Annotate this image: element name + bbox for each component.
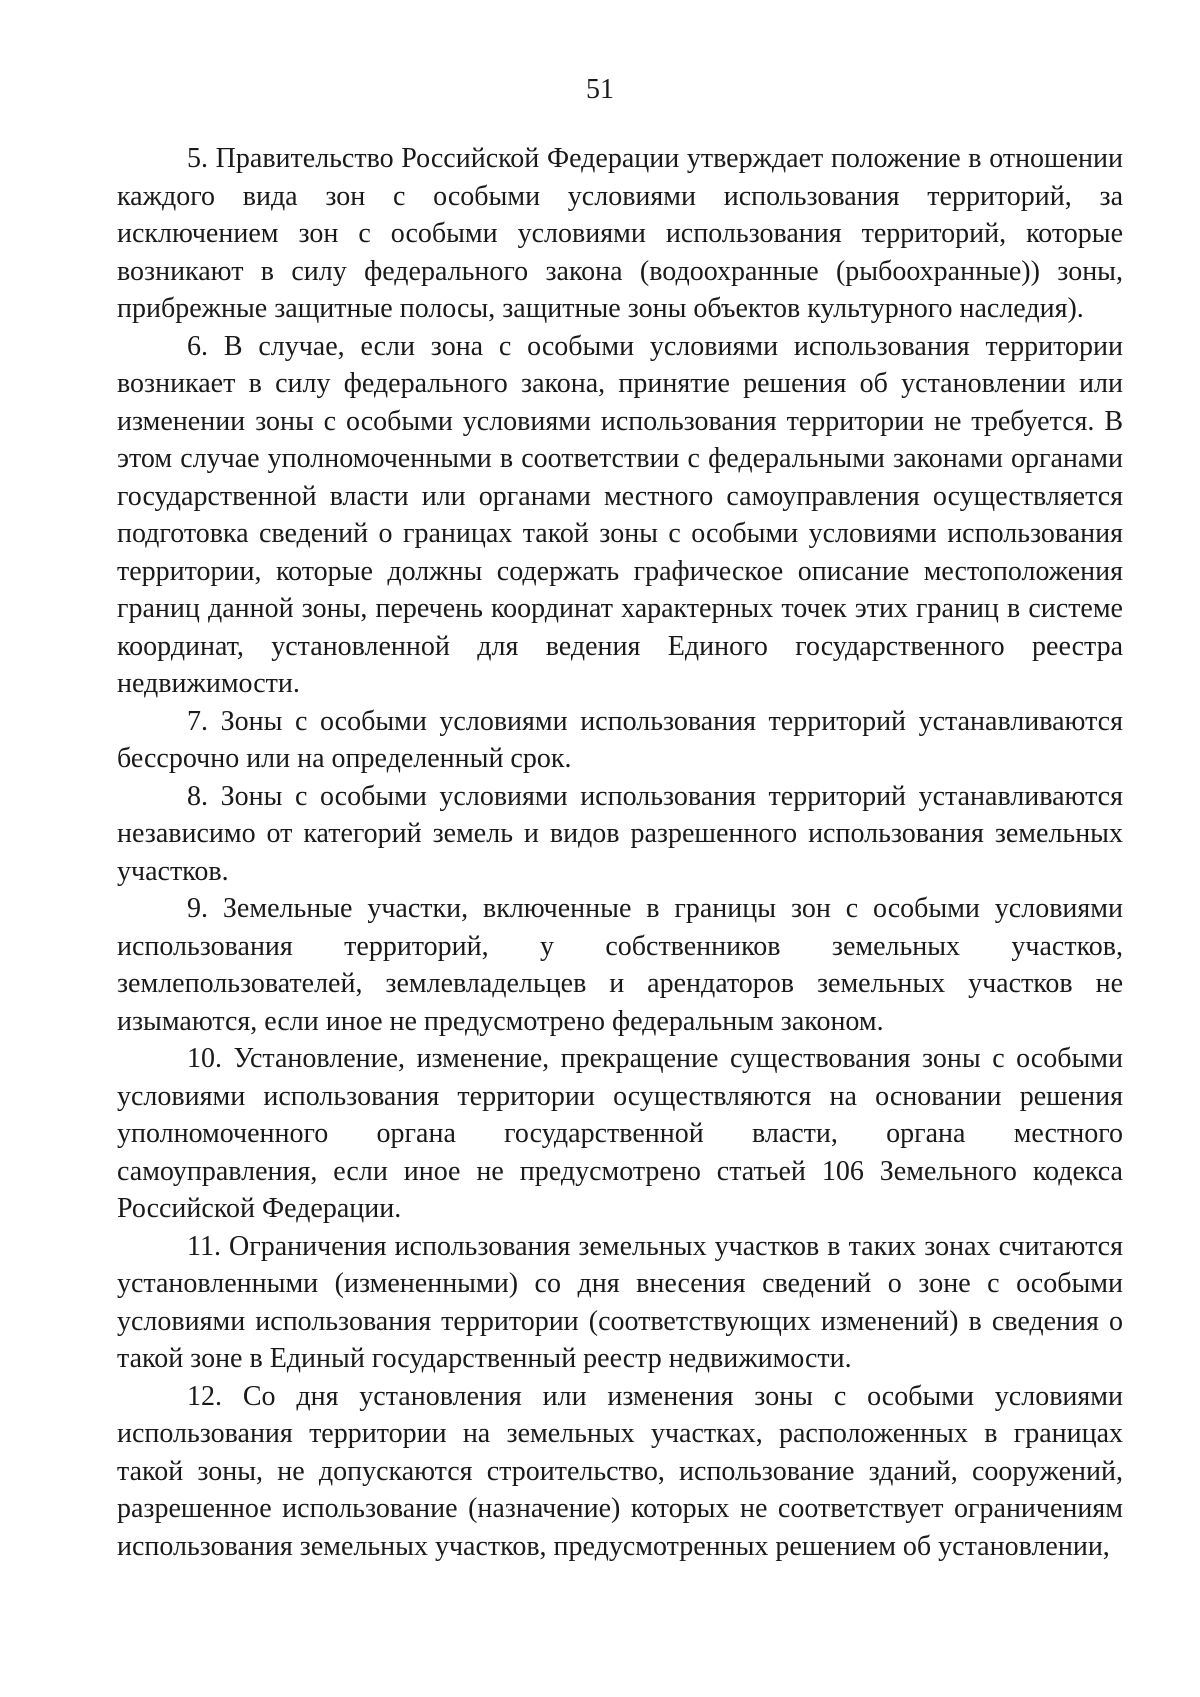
page-number: 51 xyxy=(586,74,614,105)
paragraph-9: 9. Земельные участки, включенные в границы зон с особыми условиями использования территорий, у собственников земельных участков, землепользователей, землевладельцев и арендаторов земельных участков не изымаются, если иное не предусмотрено федеральным законом. xyxy=(117,893,1123,1037)
paragraph-10: 10. Установление, изменение, прекращение существования зоны с особыми условиями использования территории осуществляются на основании решения уполномоченного органа государственной власти, органа местного самоуправления, если иное не предусмотрено статьей 106 Земельного кодекса Российской Федерации. xyxy=(117,1043,1123,1224)
paragraph-8: 8. Зоны с особыми условиями использования территорий устанавливаются независимо от категорий земель и видов разрешенного использования земельных участков. xyxy=(117,780,1123,887)
document-body xyxy=(117,140,1123,1565)
paragraph-6: 6. В случае, если зона с особыми условиями использования территории возникает в силу федерального закона, принятие решения об установлении или изменении зоны с особыми условиями использования территории не требуется. В этом случае уполномоченными в соответствии с федеральными законами органами государственной власти или органами местного самоуправления осуществляется подготовка сведений о границах такой зоны с особыми условиями использования территории, которые должны содержать графическое описание местоположения границ данной зоны, перечень координат характерных точек этих границ в системе координат, установленной для ведения Единого государственного реестра недвижимости. xyxy=(117,330,1123,699)
paragraph-11: 11. Ограничения использования земельных участков в таких зонах считаются установленными (измененными) со дня внесения сведений о зоне с особыми условиями использования территории (соответствующих изменений) в сведения о такой зоне в Единый государственный реестр недвижимости. xyxy=(117,1230,1123,1374)
paragraph-12: 12. Со дня установления или изменения зоны с особыми условиями использования территории на земельных участках, расположенных в границах такой зоны, не допускаются строительство, использование зданий, сооружений, разрешенное использование (назначение) которых не соответствует ограничениям использования земельных участков, предусмотренных решением об установлении, xyxy=(117,1380,1123,1562)
paragraph-5: 5. Правительство Российской Федерации утверждает положение в отношении каждого вида зон с особыми условиями использования территорий, за исключением зон с особыми условиями использования территорий, которые возникают в силу федерального закона (водоохранные (рыбоохранные)) зоны, прибрежные защитные полосы, защитные зоны объектов культурного наследия). xyxy=(117,143,1123,324)
paragraph-7: 7. Зоны с особыми условиями использования территорий устанавливаются бессрочно или на определенный срок. xyxy=(117,705,1123,774)
